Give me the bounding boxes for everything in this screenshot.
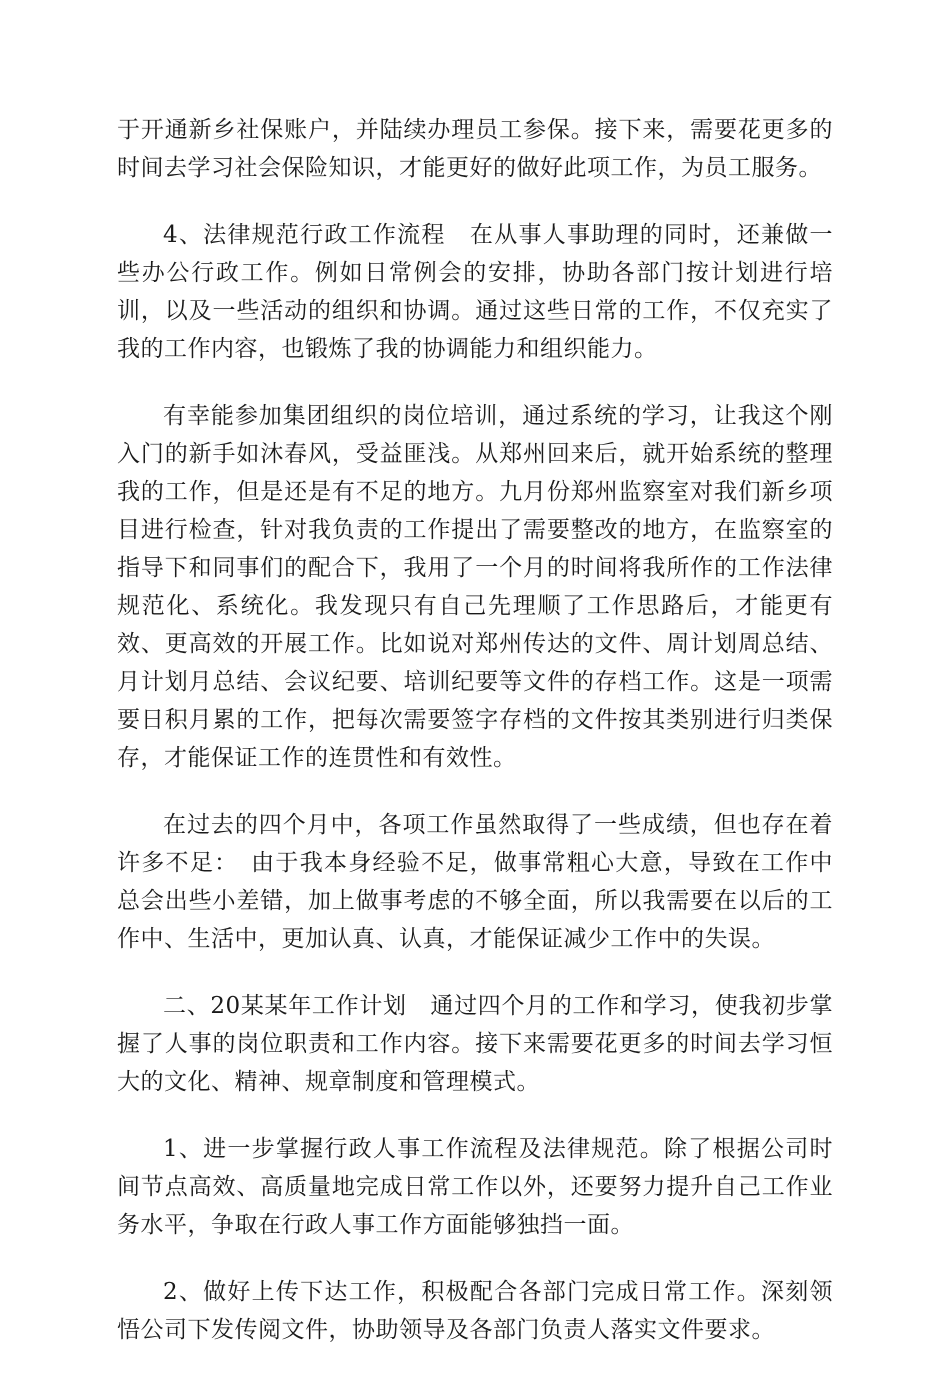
paragraph-continuation: 于开通新乡社保账户，并陆续办理员工参保。接下来，需要花更多的时间去学习社会保险知识，才能更好的做好此项工作，为员工服务。 <box>117 117 833 181</box>
paragraph-group-training: 有幸能参加集团组织的岗位培训，通过系统的学习，让我这个刚入门的新手如沐春风，受益匪浅。从郑州回来后，就开始系统的整理我的工作，但是还是有不足的地方。九月份郑州监察室对我们新乡项目进行检查，针对我负责的工作提出了需要整改的地方，在监察室的指导下和同事们的配合下，我用了一个月的时间将我所作的工作法律规范化、系统化。我发现只有自己先理顺了工作思路后，才能更有效、更高效的开展工作。比如说对郑州传达的文件、周计划周总结、月计划月总结、会议纪要、培训纪要等文件的存档工作。这是一项需要日积月累的工作，把每次需要签字存档的文件按其类别进行归类保存，才能保证工作的连贯性和有效性。 <box>117 403 833 771</box>
paragraph-legal-admin-process: 4、法律规范行政工作流程 在从事人事助理的同时，还兼做一些办公行政工作。例如日常例会的安排，协助各部门按计划进行培训，以及一些活动的组织和协调。通过这些日常的工作，不仅充实了我的工作内容，也锻炼了我的协调能力和组织能力。 <box>117 222 833 362</box>
paragraph-shortcomings: 在过去的四个月中，各项工作虽然取得了一些成绩，但也存在着许多不足： 由于我本身经验不足，做事常粗心大意，导致在工作中总会出些小差错，加上做事考虑的不够全面，所以我需要在以后的工作中、生活中，更加认真、认真，才能保证减少工作中的失误。 <box>117 812 833 952</box>
paragraph-plan-item-1: 1、进一步掌握行政人事工作流程及法律规范。除了根据公司时间节点高效、高质量地完成日常工作以外，还要努力提升自己工作业务水平，争取在行政人事工作方面能够独挡一面。 <box>117 1136 833 1238</box>
paragraph-plan-item-2: 2、做好上传下达工作，积极配合各部门完成日常工作。深刻领悟公司下发传阅文件，协助领导及各部门负责人落实文件要求。 <box>117 1279 833 1343</box>
paragraph-work-plan: 二、20某某年工作计划 通过四个月的工作和学习，使我初步掌握了人事的岗位职责和工作内容。接下来需要花更多的时间去学习恒大的文化、精神、规章制度和管理模式。 <box>117 993 833 1095</box>
document-body <box>117 111 833 1378</box>
